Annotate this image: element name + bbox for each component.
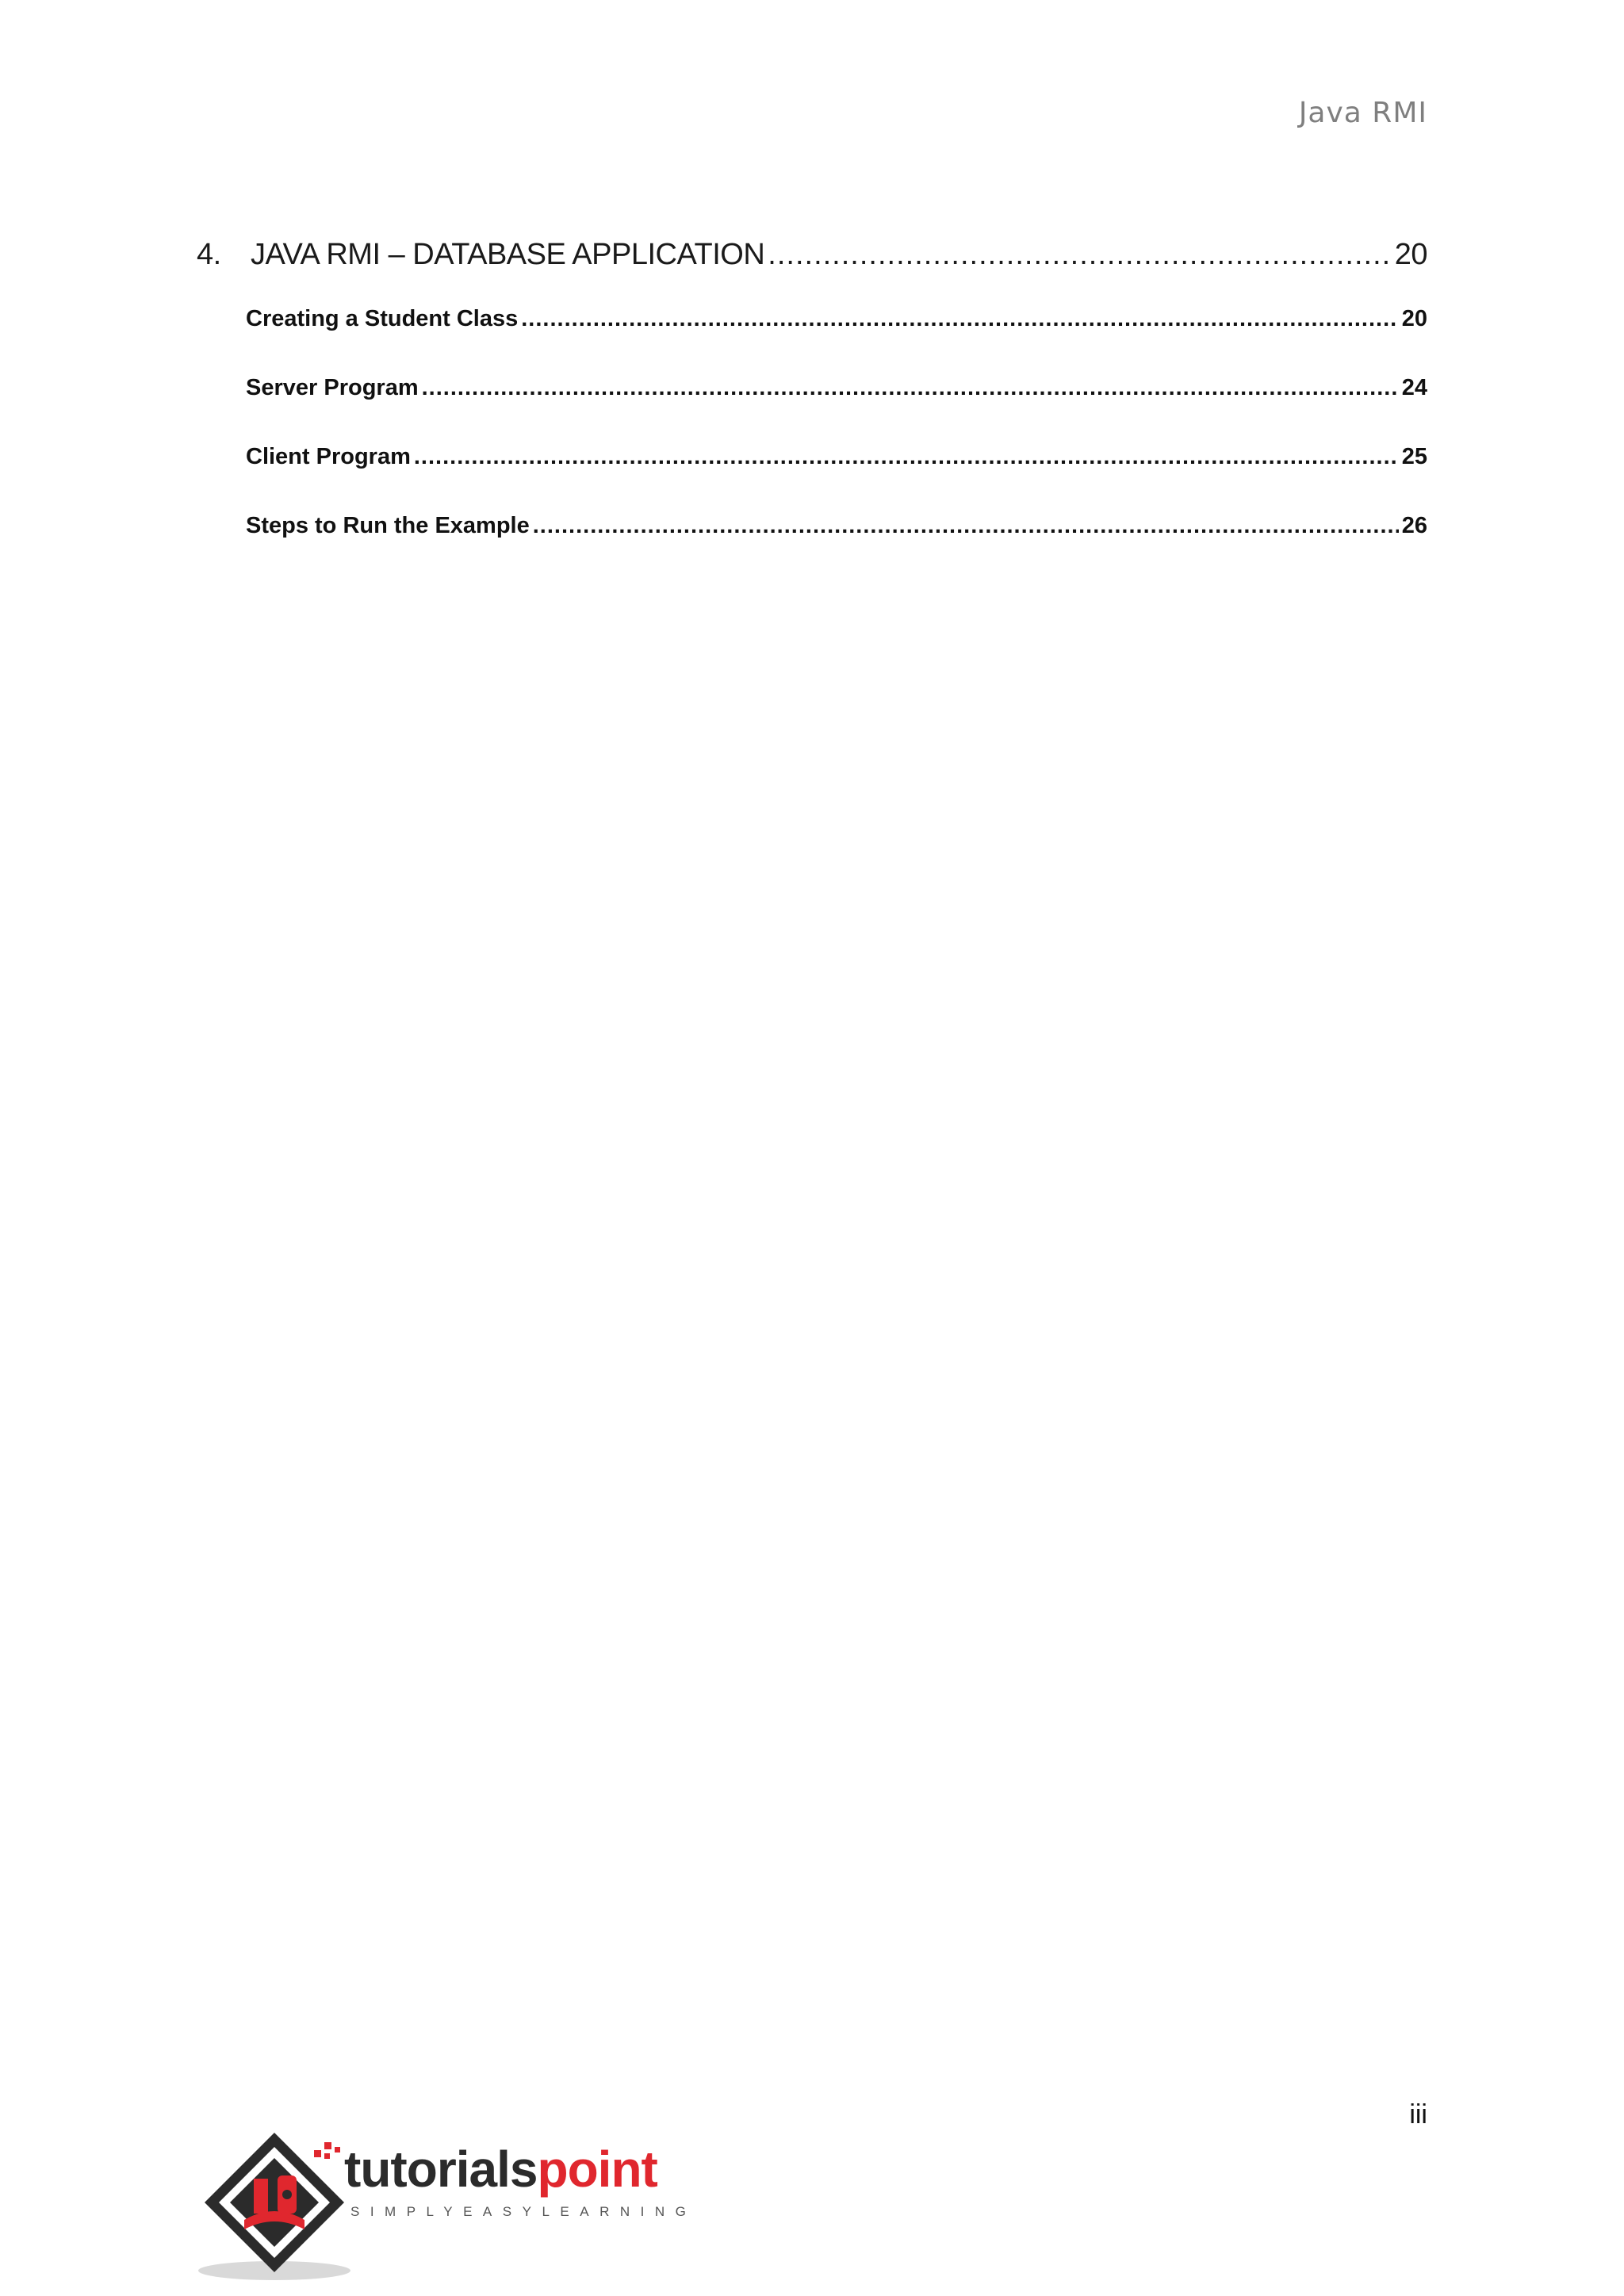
- logo-wordmark: [344, 2141, 657, 2198]
- toc-entry-page: 24: [1401, 375, 1427, 400]
- logo-wordmark-part2: point: [537, 2141, 657, 2198]
- toc-entry-steps-to-run[interactable]: [246, 513, 1427, 582]
- dot-leader: [533, 513, 1399, 539]
- toc-entry-creating-student-class[interactable]: [246, 306, 1427, 375]
- toc-chapter-4[interactable]: [197, 238, 1427, 295]
- toc-entry-label: Server Program: [246, 375, 419, 400]
- chapter-number: 4.: [197, 238, 221, 271]
- running-header: Java RMI: [1298, 97, 1427, 129]
- tutorialspoint-logo-icon: [195, 2126, 354, 2285]
- chapter-page: 20: [1394, 238, 1427, 271]
- logo-wordmark-part1: tutorials: [344, 2141, 538, 2198]
- table-of-contents: [197, 238, 1427, 582]
- dot-leader: [422, 375, 1399, 401]
- toc-entry-label: Client Program: [246, 444, 411, 469]
- toc-entry-server-program[interactable]: [246, 375, 1427, 444]
- toc-entry-client-program[interactable]: [246, 444, 1427, 513]
- dot-leader: [414, 444, 1399, 470]
- toc-entry-page: 26: [1401, 513, 1427, 538]
- page-number: iii: [1409, 2099, 1427, 2130]
- dot-leader: [521, 306, 1398, 332]
- chapter-title: JAVA RMI – DATABASE APPLICATION: [251, 238, 765, 271]
- dot-leader: [768, 238, 1391, 272]
- tutorialspoint-logo: [195, 2126, 703, 2285]
- logo-tagline: SIMPLYEASYLEARNING: [350, 2204, 697, 2219]
- toc-entry-page: 20: [1401, 306, 1427, 331]
- toc-entry-label: Steps to Run the Example: [246, 513, 530, 538]
- toc-entry-label: Creating a Student Class: [246, 306, 519, 331]
- toc-entry-page: 25: [1401, 444, 1427, 469]
